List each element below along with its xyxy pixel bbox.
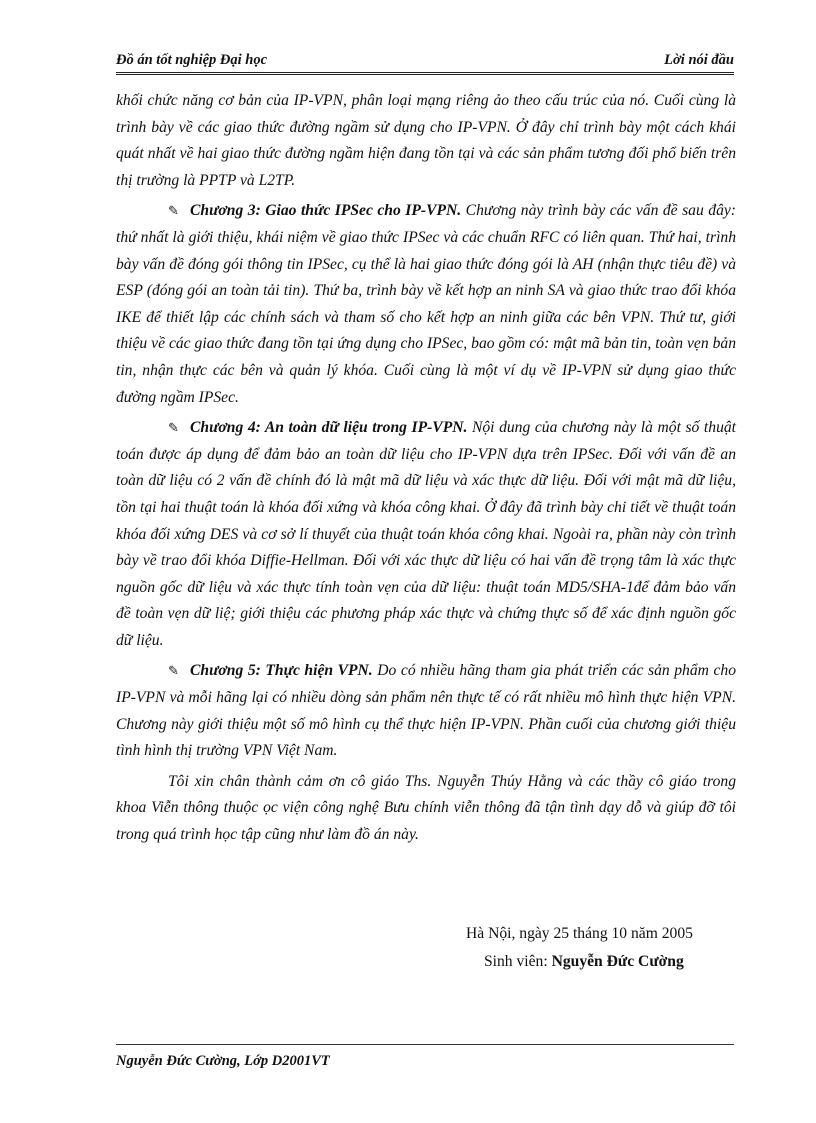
chapter-5-title: Chương 5: Thực hiện VPN.	[190, 662, 373, 680]
thanks-paragraph: Tôi xin chân thành cảm ơn cô giáo Ths. Nguyễn Thúy Hằng và các thầy cô giáo trong khoa Viễn thông thuộc ọc viện công nghệ Bưu chính viễn thông đã tận tình dạy dỗ và giúp đỡ tôi trong quá trình học tập cũng như làm đồ án này.	[116, 772, 736, 844]
chapter-5-paragraph	[116, 658, 736, 764]
body-text	[116, 88, 736, 853]
footer-divider	[116, 1044, 734, 1045]
chapter-4-title: Chương 4: An toàn dữ liệu trong IP-VPN.	[190, 419, 468, 437]
pen-icon: ✎	[168, 203, 179, 219]
page-header	[116, 52, 734, 75]
intro-paragraph: khối chức năng cơ bản của IP-VPN, phân loại mạng riêng ảo theo cấu trúc của nó. Cuối cùng là trình bày về các giao thức đường ngầm sử dụng cho IP-VPN. Ở đây chỉ trình bày một cách khái quát nhất về hai giao thức đường ngầm hiện đang tồn tại và các sản phẩm tương đối phổ biến trên thị trường là PPTP và L2TP.	[116, 92, 736, 189]
page-footer: Nguyễn Đức Cường, Lớp D2001VT	[116, 1053, 330, 1069]
pen-icon: ✎	[168, 420, 179, 436]
chapter-4-paragraph	[116, 415, 736, 654]
chapter-4-text: Nội dung của chương này là một số thuật toán được áp dụng để đảm bảo an toàn dữ liệu cho IP-VPN dựa trên IPSec. Đối với vấn đề an toàn dữ liệu có 2 vấn đề chính đó là mật mã dữ liệu và xác thực dữ liệu. Đối với mật mã dữ liệu, tồn tại hai thuật toán là khóa đối xứng và khóa công khai. Ở đây đã trình bày chi tiết về thuật toán khóa đối xứng DES và cơ sở lí thuyết của thuật toán khóa công khai. Ngoài ra, phần này còn trình bày về trao đổi khóa Diffie-Hellman. Đối với xác thực dữ liệu có hai vấn đề trọng tâm là xác thực nguồn gốc dữ liệu và xác thực tính toàn vẹn của dữ liệu: thuật toán MD5/SHA-1để đảm bảo vấn đề toàn vẹn dữ liệ; giới thiệu các phương pháp xác thực và chứng thực số để xác định nguồn gốc dữ liệu.	[116, 419, 736, 649]
signature-label: Sinh viên:	[484, 953, 548, 970]
chapter-3-paragraph	[116, 198, 736, 411]
pen-icon: ✎	[168, 663, 179, 679]
chapter-3-title: Chương 3: Giao thức IPSec cho IP-VPN.	[190, 202, 462, 220]
signature-place-date: Hà Nội, ngày 25 tháng 10 năm 2005	[466, 925, 693, 942]
header-title: Đồ án tốt nghiệp Đại học	[116, 52, 268, 68]
signature-name: Nguyễn Đức Cường	[551, 953, 684, 970]
chapter-3-text: Chương này trình bày các vấn đề sau đây: thứ nhất là giới thiệu, khái niệm về giao thức IPSec và các chuẩn RFC có liên quan. Thứ hai, trình bày vấn đề đóng gói thông tin IPSec, cụ thể là hai giao thức đóng gói là AH (nhận thực tiêu đề) và ESP (đóng gói an toàn tải tin). Thứ ba, trình bày về kết hợp an ninh SA và giao thức trao đổi khóa IKE để thiết lập các chính sách và tham số cho kết hợp an ninh giữa các bên VPN. Thứ tư, giới thiệu về các giao thức đang tồn tại ứng dụng cho IPSec, bao gồm có: mật mã bản tin, toàn vẹn bản tin, nhận thực các bên và quản lý khóa. Cuối cùng là một ví dụ về IP-VPN sử dụng giao thức đường ngầm IPSec.	[116, 202, 736, 406]
header-section: Lời nói đầu	[664, 52, 734, 68]
chapter-5-text: Do có nhiều hãng tham gia phát triển các sản phẩm cho IP-VPN và mỗi hãng lại có nhiều dòng sản phẩm nên thực tế có rất nhiều mô hình thực hiện VPN. Chương này giới thiệu một số mô hình cụ thể thực hiện IP-VPN. Phần cuối của chương giới thiệu tình hình thị trường VPN Việt Nam.	[116, 662, 736, 760]
signature-line	[484, 953, 684, 971]
